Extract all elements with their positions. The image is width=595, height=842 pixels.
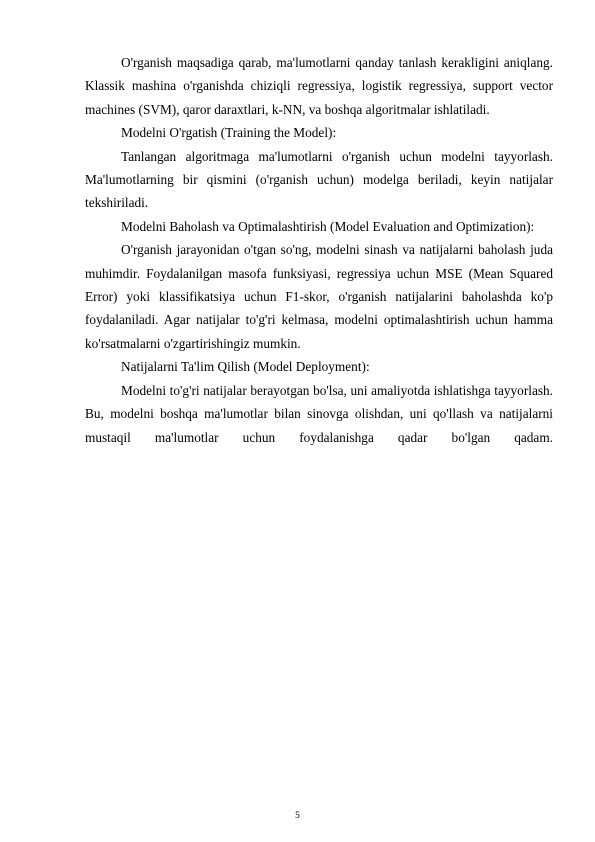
page-body bbox=[85, 51, 553, 449]
heading-deployment: Natijalarni Ta'lim Qilish (Model Deployment): bbox=[121, 359, 370, 375]
paragraph-training: Tanlangan algoritmaga ma'lumotlarni o'rganish uchun modelni tayyorlash. Ma'lumotlarning bir qismini (o'rganish uchun) modelga beriladi, keyin natijalar tekshiriladi. bbox=[85, 148, 553, 211]
paragraph-evaluation: O'rganish jarayonidan o'tgan so'ng, modelni sinash va natijalarni baholash juda muhimdir. Foydalanilgan masofa funksiyasi, regressiya uchun MSE (Mean Squared Error) yoki klassifikatsiya uchun F1-skor, o'rganish natijalarini baholashda ko'p foydalaniladi. Agar natijalar to'g'ri kelmasa, modelni optimalashtirish uchun hamma ko'rsatmalarni o'zgartirishingiz mumkin. bbox=[85, 242, 553, 351]
heading-training: Modelni O'rgatish (Training the Model): bbox=[121, 125, 337, 141]
paragraph-deployment: Modelni to'g'ri natijalar berayotgan bo'lsa, uni amaliyotda ishlatishga tayyorlash. Bu, modelni boshqa ma'lumotlar bilan sinovga olishdan, uni qo'llash va natijalarni mustaqil ma'lumotlar uchun foydalanishga qadar bo'lgan qadam. bbox=[85, 382, 553, 445]
page-number: 5 bbox=[295, 811, 300, 821]
heading-evaluation: Modelni Baholash va Optimalashtirish (Model Evaluation and Optimization): bbox=[121, 218, 535, 234]
paragraph-algorithm-choice: O'rganish maqsadiga qarab, ma'lumotlarni qanday tanlash kerakligini aniqlang. Klassik mashina o'rganishda chiziqli regressiya, logistik regressiya, support vector machines (SVM), qaror daraxtlari, k-NN, va boshqa algoritmalar ishlatiladi. bbox=[85, 55, 553, 117]
